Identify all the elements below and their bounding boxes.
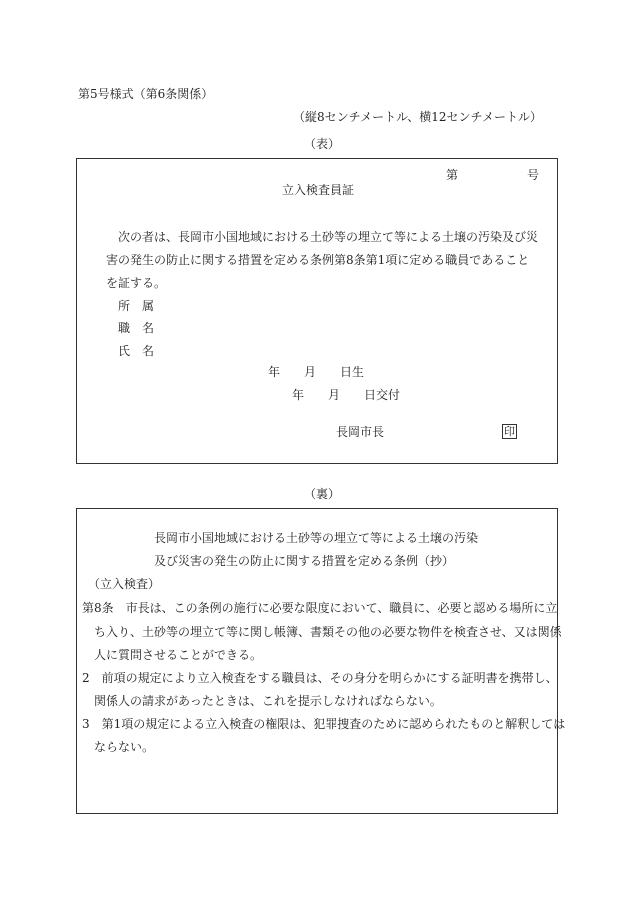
birth-date-line: 年 月 日生 <box>268 365 365 379</box>
certify-line-3: を証する。 <box>106 276 167 290</box>
form-title: 第5号様式（第6条関係） <box>78 87 214 101</box>
size-note: （縦8センチメートル、横12センチメートル） <box>293 110 542 124</box>
certify-line-2: 害の発生の防止に関する措置を定める条例第8条第1項に定める職員であること <box>106 253 530 267</box>
article-8-line-2: ち入り、土砂等の埋立て等に関し帳簿、書類その他の必要な物件を検査させ、又は関係 <box>94 625 562 639</box>
article-8-line-3: 人に質問させることができる。 <box>94 648 263 662</box>
field-name: 氏 名 <box>118 344 155 358</box>
back-label: （裏） <box>304 487 341 501</box>
paragraph-3-line-1: 3 第1項の規定による立入検査の権限は、犯罪捜査のために認められたものと解釈しては <box>82 717 566 731</box>
issue-date-line: 年 月 日交付 <box>292 388 401 402</box>
article-8-line-1: 第8条 市長は、この条例の施行に必要な限度において、職員に、必要と認める場所に立 <box>82 601 558 615</box>
paragraph-3-line-2: ならない。 <box>94 740 155 754</box>
section-heading: （立入検査） <box>88 577 161 591</box>
ordinance-title-2: 及び災害の発生の防止に関する措置を定める条例（抄） <box>154 554 455 568</box>
paragraph-2-line-2: 関係人の請求があったときは、これを提示しなければならない。 <box>94 694 442 708</box>
front-label: （表） <box>304 137 341 151</box>
field-affiliation: 所 属 <box>118 299 155 313</box>
field-position: 職 名 <box>118 321 155 335</box>
issuer-name: 長岡市長 <box>336 425 385 439</box>
card-title: 立入検査員証 <box>282 183 355 197</box>
certify-line-1: 次の者は、長岡市小国地域における土砂等の埋立て等による土壌の汚染及び災 <box>118 230 539 244</box>
number-go: 号 <box>527 168 540 182</box>
ordinance-title-1: 長岡市小国地域における土砂等の埋立て等による土壌の汚染 <box>154 531 479 545</box>
seal-mark: 印 <box>504 425 515 438</box>
paragraph-2-line-1: 2 前項の規定により立入検査をする職員は、その身分を明らかにする証明書を携帯し、 <box>82 671 558 685</box>
number-dai: 第 <box>446 168 459 182</box>
